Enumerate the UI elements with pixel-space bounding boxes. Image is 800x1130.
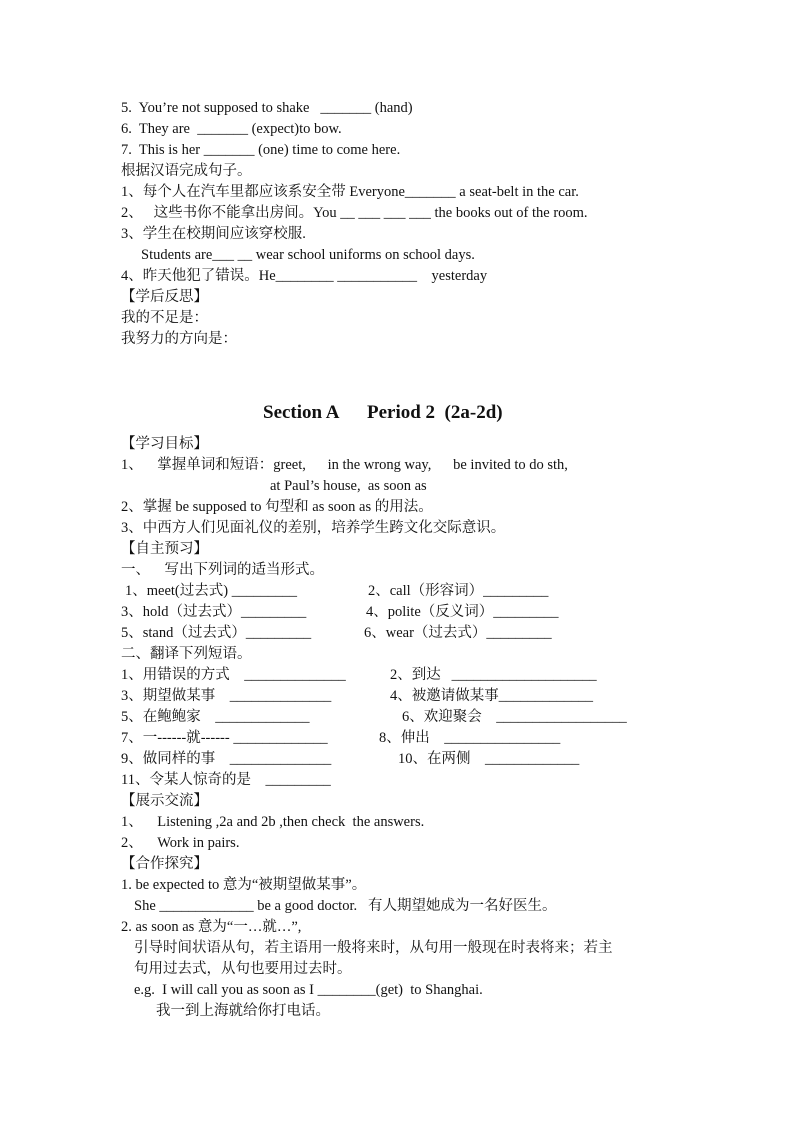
cooperate-item-1: 1. be expected to 意为“被期望做某事”。	[121, 877, 367, 893]
goal-1-cont: at Paul’s house, as soon as	[270, 478, 427, 494]
section-title: Section A Period 2 (2a-2d)	[263, 402, 503, 423]
cooperate-item-2-example: e.g. I will call you as soon as I ________(get) to Shanghai.	[134, 982, 483, 998]
translate-s3: 3、学生在校期间应该穿校服.	[121, 226, 306, 242]
word-item-1: 1、meet(过去式) _________	[125, 583, 297, 599]
word-item-5: 5、stand（过去式）_________	[121, 625, 312, 641]
preview-part1-heading: 一、 写出下列词的适当形式。	[121, 562, 324, 578]
preview-heading: 【自主预习】	[121, 541, 208, 557]
translate-s3-en: Students are___ __ wear school uniforms on school days.	[141, 247, 475, 263]
exercise-q7: 7. This is her _______ (one) time to come here.	[121, 142, 401, 158]
goal-3: 3、中西方人们见面礼仪的差别，培养学生跨文化交际意识。	[121, 520, 506, 536]
cooperate-item-2-line2: 句用过去式，从句也要用过去时。	[134, 961, 352, 977]
cooperate-item-2-line1: 引导时间状语从句，若主语用一般将来时，从句用一般现在时表将来；若主	[134, 940, 613, 956]
phrase-item-10: 10、在两侧 _____________	[398, 751, 580, 767]
exercise-q6: 6. They are _______ (expect)to bow.	[121, 121, 342, 137]
display-item-1: 1、 Listening ,2a and 2b ,then check the answers.	[121, 814, 425, 830]
translate-heading: 根据汉语完成句子。	[121, 163, 252, 179]
phrase-item-6: 6、欢迎聚会 __________________	[402, 709, 627, 725]
word-item-4: 4、polite（反义词）_________	[366, 604, 559, 620]
translate-s1: 1、每个人在汽车里都应该系安全带 Everyone_______ a seat-belt in the car.	[121, 184, 579, 200]
reflection-heading: 【学后反思】	[121, 289, 208, 305]
goals-heading: 【学习目标】	[121, 436, 208, 452]
translate-s2: 2、 这些书你不能拿出房间。You __ ___ ___ ___ the books out of the room.	[121, 205, 588, 221]
phrase-item-9: 9、做同样的事 ______________	[121, 751, 332, 767]
phrase-item-3: 3、期望做某事 ______________	[121, 688, 332, 704]
translate-s4: 4、昨天他犯了错误。He________ ___________ yesterday	[121, 268, 488, 284]
phrase-item-1: 1、用错误的方式 ______________	[121, 667, 346, 683]
cooperate-heading: 【合作探究】	[121, 856, 208, 872]
goal-1: 1、 掌握单词和短语：greet, in the wrong way, be invited to do sth,	[121, 457, 568, 473]
word-item-2: 2、call（形容词）_________	[368, 583, 549, 599]
phrase-item-11: 11、令某人惊奇的是 _________	[121, 772, 331, 788]
reflection-line2: 我努力的方向是：	[121, 331, 237, 347]
cooperate-item-1-example: She _____________ be a good doctor. 有人期望她成为一名好医生。	[134, 898, 557, 914]
phrase-item-4: 4、被邀请做某事_____________	[390, 688, 593, 704]
word-item-6: 6、wear（过去式）_________	[364, 625, 552, 641]
exercise-q5: 5. You’re not supposed to shake _______ (hand)	[121, 100, 413, 116]
reflection-line1: 我的不足是：	[121, 310, 208, 326]
display-heading: 【展示交流】	[121, 793, 208, 809]
goal-2: 2、掌握 be supposed to 句型和 as soon as 的用法。	[121, 499, 433, 515]
cooperate-item-2: 2. as soon as 意为“一…就…”,	[121, 919, 302, 935]
phrase-item-7: 7、一------就------ _____________	[121, 730, 328, 746]
preview-part2-heading: 二、翻译下列短语。	[121, 646, 252, 662]
phrase-item-5: 5、在鲍鲍家 _____________	[121, 709, 310, 725]
cooperate-item-2-translation: 我一到上海就给你打电话。	[156, 1003, 330, 1019]
phrase-item-8: 8、伸出 ________________	[379, 730, 561, 746]
display-item-2: 2、 Work in pairs.	[121, 835, 240, 851]
phrase-item-2: 2、到达 ____________________	[390, 667, 597, 683]
word-item-3: 3、hold（过去式）_________	[121, 604, 307, 620]
